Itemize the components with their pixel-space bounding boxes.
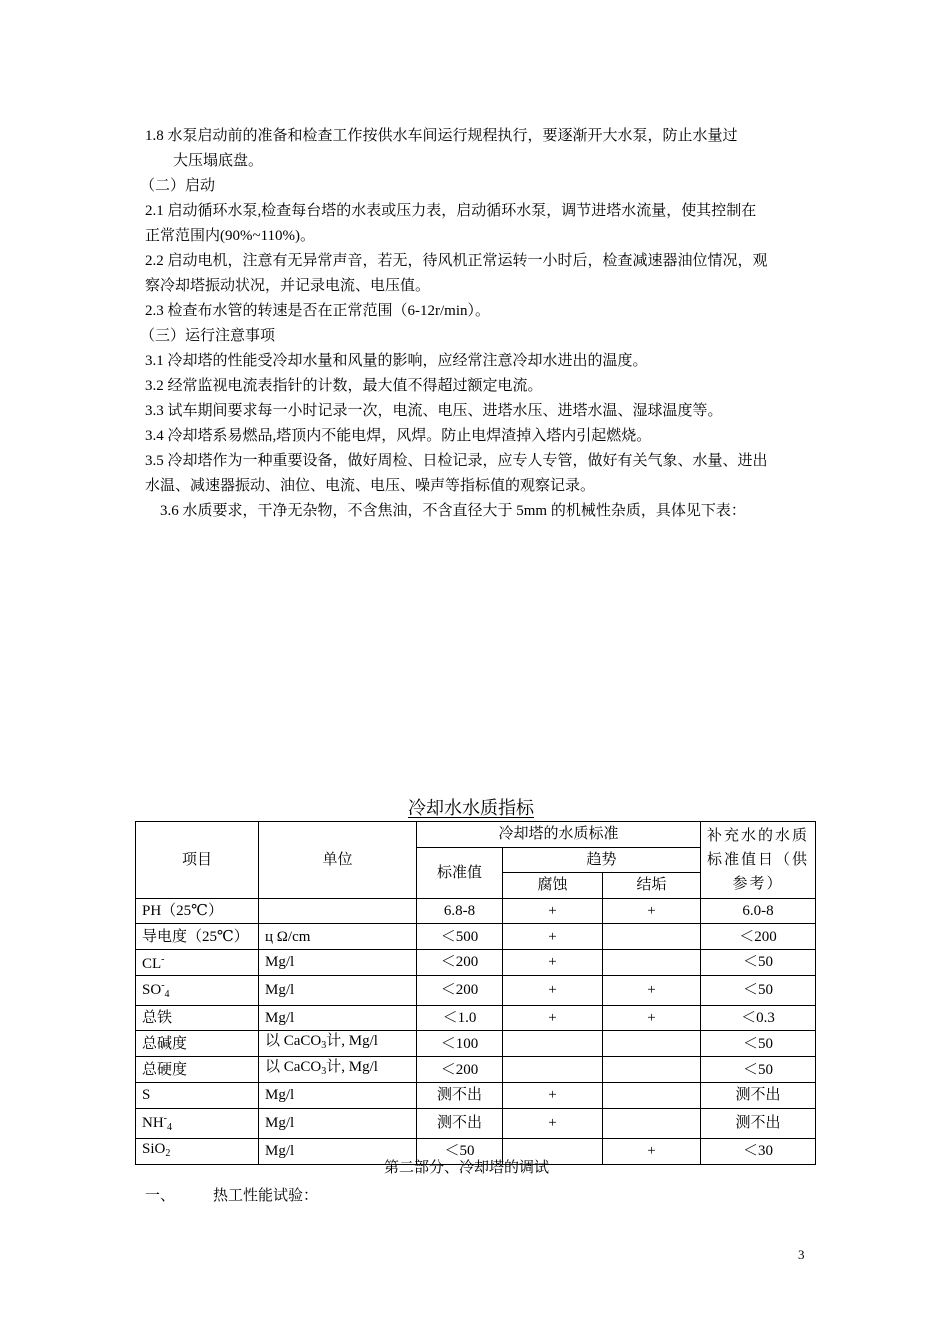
table-row <box>136 898 816 924</box>
cell-makeup: ＜50 <box>701 949 816 975</box>
cell-item: 总碱度 <box>136 1031 259 1057</box>
cell-corrosion: + <box>503 924 603 950</box>
water-quality-table <box>135 821 816 1165</box>
table-row <box>136 924 816 950</box>
cell-unit: ц Ω/cm <box>259 924 417 950</box>
table-header-row <box>136 822 816 848</box>
paragraph-2-2: 2.2 启动电机，注意有无异常声音，若无，待风机正常运转一小时后，检查减速器油位情况，观 <box>145 253 768 269</box>
cell-unit <box>259 898 417 924</box>
cell-corrosion: + <box>503 1005 603 1031</box>
cell-scaling <box>603 1108 701 1138</box>
cell-scaling <box>603 949 701 975</box>
cell-makeup: ＜30 <box>701 1138 816 1164</box>
header-scaling: 结垢 <box>603 873 701 899</box>
table-title: 冷却水水质指标 <box>408 798 534 818</box>
header-item: 项目 <box>136 822 259 899</box>
cell-standard: ＜500 <box>417 924 503 950</box>
cell-corrosion <box>503 1057 603 1083</box>
cell-makeup: ＜200 <box>701 924 816 950</box>
cell-standard: 测不出 <box>417 1083 503 1109</box>
cell-unit: 以 CaCO$_3$计, Mg/l <box>259 1031 417 1057</box>
paragraph-2-2-cont: 察冷却塔振动状况，并记录电流、电压值。 <box>145 278 431 294</box>
cell-unit: 以 CaCO$_3$计, Mg/l <box>259 1057 417 1083</box>
header-standard-value: 标准值 <box>417 847 503 898</box>
section-one-heading <box>145 1184 318 1208</box>
page-number: 3 <box>798 1247 805 1262</box>
cell-item: SiO$_2$ <box>136 1138 259 1164</box>
cell-standard: ＜100 <box>417 1031 503 1057</box>
cell-item: 总硬度 <box>136 1057 259 1083</box>
paragraph-1-8: 1.8 水泵启动前的准备和检查工作按供水车间运行规程执行，要逐渐开大水泵，防止水量过 <box>145 128 738 144</box>
cell-unit: Mg/l <box>259 1108 417 1138</box>
cell-makeup: 测不出 <box>701 1108 816 1138</box>
paragraph-3-5: 3.5 冷却塔作为一种重要设备，做好周检、日检记录，应专人专管，做好有关气象、水量、进出 <box>145 453 768 469</box>
paragraph-2-1-cont: 正常范围内(90%~110%)。 <box>145 228 316 244</box>
paragraph-1-8-cont: 大压塌底盘。 <box>173 153 264 169</box>
paragraph-3-6: 3.6 水质要求，干净无杂物，不含焦油，不含直径大于 5mm 的机械性杂质，具体见下表： <box>160 503 746 519</box>
cell-corrosion: + <box>503 898 603 924</box>
cell-makeup: 测不出 <box>701 1083 816 1109</box>
part-two-heading: 第二部分、冷却塔的调试 <box>384 1160 550 1176</box>
paragraph-3-4: 3.4 冷却塔系易燃品,塔顶内不能电焊，风焊。防止电焊渣掉入塔内引起燃烧。 <box>145 428 652 444</box>
section-heading-operation: （三）运行注意事项 <box>140 328 276 344</box>
cell-item: 总铁 <box>136 1005 259 1031</box>
cell-item: $NH^-_4$ <box>136 1108 259 1138</box>
cell-item: 导电度（25℃） <box>136 924 259 950</box>
cell-item: $SO^-_4$ <box>136 975 259 1005</box>
table-row <box>136 1005 816 1031</box>
cell-scaling <box>603 1057 701 1083</box>
cell-makeup: ＜50 <box>701 975 816 1005</box>
cell-corrosion: + <box>503 949 603 975</box>
header-unit: 单位 <box>259 822 417 899</box>
paragraph-2-3: 2.3 检查布水管的转速是否在正常范围（6-12r/min）。 <box>145 303 490 319</box>
table-row <box>136 1108 816 1138</box>
cell-standard: ＜200 <box>417 949 503 975</box>
cell-standard: ＜200 <box>417 975 503 1005</box>
header-makeup-water: 补充水的水质标准值日（供参考） <box>701 822 816 899</box>
paragraph-3-3: 3.3 试车期间要求每一小时记录一次，电流、电压、进塔水压、进塔水温、湿球温度等。 <box>145 403 723 419</box>
cell-scaling <box>603 924 701 950</box>
cell-scaling: + <box>603 1138 701 1164</box>
paragraph-3-1: 3.1 冷却塔的性能受冷却水量和风量的影响，应经常注意冷却水进出的温度。 <box>145 353 648 369</box>
cell-standard: 测不出 <box>417 1108 503 1138</box>
cell-item: CL- <box>136 949 259 975</box>
cell-corrosion: + <box>503 1108 603 1138</box>
cell-unit: Mg/l <box>259 1083 417 1109</box>
paragraph-3-5-cont: 水温、减速器振动、油位、电流、电压、噪声等指标值的观察记录。 <box>145 478 596 494</box>
cell-corrosion: + <box>503 975 603 1005</box>
paragraph-2-1: 2.1 启动循环水泵,检查每台塔的水表或压力表，启动循环水泵，调节进塔水流量，使其控制在 <box>145 203 757 219</box>
cell-scaling: + <box>603 898 701 924</box>
cell-unit: Mg/l <box>259 949 417 975</box>
table-row <box>136 1031 816 1057</box>
cell-unit: Mg/l <box>259 1005 417 1031</box>
cell-scaling: + <box>603 1005 701 1031</box>
cell-standard: 6.8-8 <box>417 898 503 924</box>
cell-corrosion <box>503 1031 603 1057</box>
cell-standard: ＜200 <box>417 1057 503 1083</box>
header-corrosion: 腐蚀 <box>503 873 603 899</box>
cell-makeup: ＜0.3 <box>701 1005 816 1031</box>
cell-makeup: 6.0-8 <box>701 898 816 924</box>
cell-scaling <box>603 1083 701 1109</box>
cell-scaling <box>603 1031 701 1057</box>
cell-standard: ＜50 <box>417 1138 503 1164</box>
paragraph-3-2: 3.2 经常监视电流表指针的计数，最大值不得超过额定电流。 <box>145 378 543 394</box>
header-tower-standard: 冷却塔的水质标准 <box>417 822 701 848</box>
section-title: 热工性能试验： <box>213 1188 319 1204</box>
cell-item: PH（25℃） <box>136 898 259 924</box>
cell-corrosion: + <box>503 1083 603 1109</box>
cell-unit: Mg/l <box>259 975 417 1005</box>
cell-unit: Mg/l <box>259 1138 417 1164</box>
table-row <box>136 949 816 975</box>
header-trend: 趋势 <box>503 847 701 873</box>
cell-scaling: + <box>603 975 701 1005</box>
section-heading-startup: （二）启动 <box>140 178 216 194</box>
cell-makeup: ＜50 <box>701 1057 816 1083</box>
table-row <box>136 1057 816 1083</box>
cell-item: S <box>136 1083 259 1109</box>
section-number: 一、 <box>145 1188 176 1204</box>
table-row <box>136 975 816 1005</box>
cell-standard: ＜1.0 <box>417 1005 503 1031</box>
table-row <box>136 1083 816 1109</box>
cell-makeup: ＜50 <box>701 1031 816 1057</box>
